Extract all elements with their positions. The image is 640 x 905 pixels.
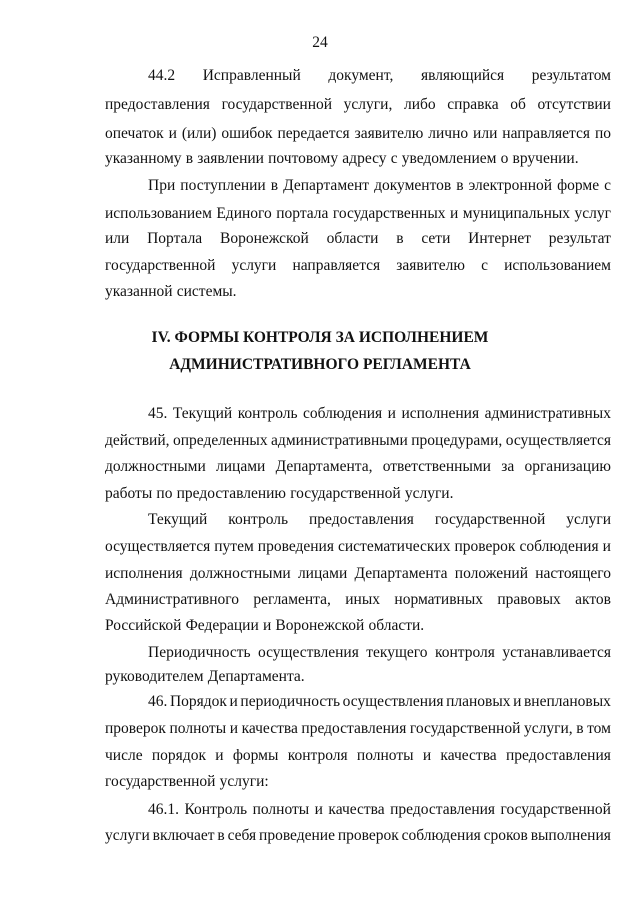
section-heading-line2: АДМИНИСТРАТИВНОГО РЕГЛАМЕНТА xyxy=(169,356,471,373)
text-line: опечаток и (или) ошибок передается заявителю лично или направляется по xyxy=(105,125,611,142)
text-line: должностными лицами Департамента, ответственными за организацию xyxy=(105,458,611,475)
text-line: государственной услуги: xyxy=(105,773,269,790)
section-heading-line1: IV. ФОРМЫ КОНТРОЛЯ ЗА ИСПОЛНЕНИЕМ xyxy=(151,329,489,346)
text-line: государственной услуги направляется заявителю с использованием xyxy=(105,257,611,274)
text-line: услуги включает в себя проведение проверок соблюдения сроков выполнения xyxy=(105,827,611,844)
text-line: Административного регламента, иных нормативных правовых актов xyxy=(105,591,611,608)
text-line: работы по предоставлению государственной услуги. xyxy=(105,485,454,502)
text-line: использованием Единого портала государственных и муниципальных услуг xyxy=(105,205,611,222)
text-line: действий, определенных административными процедурами, осуществляется xyxy=(105,432,611,449)
text-line: осуществляется путем проведения систематических проверок соблюдения и xyxy=(105,538,611,555)
text-line: указанной системы. xyxy=(105,283,237,300)
text-line: Периодичность осуществления текущего контроля устанавливается xyxy=(148,644,611,661)
text-line: 44.2 Исправленный документ, являющийся результатом xyxy=(148,67,611,84)
text-line: проверок полноты и качества предоставления государственной услуги, в том xyxy=(105,720,611,737)
text-line: или Портала Воронежской области в сети Интернет результат xyxy=(105,230,611,247)
text-line: 46.1. Контроль полноты и качества предоставления государственной xyxy=(148,801,611,818)
text-line: числе порядок и формы контроля полноты и качества предоставления xyxy=(105,747,611,764)
text-line: исполнения должностными лицами Департамента положений настоящего xyxy=(105,565,611,582)
text-line: Российской Федерации и Воронежской области. xyxy=(105,617,425,634)
page-number: 24 xyxy=(312,34,328,51)
text-line: 46. Порядок и периодичность осуществления плановых и внеплановых xyxy=(148,693,611,710)
text-line: Текущий контроль предоставления государственной услуги xyxy=(148,511,611,528)
text-line: руководителем Департамента. xyxy=(105,668,305,685)
text-line: указанному в заявлении почтовому адресу с уведомлением о вручении. xyxy=(105,150,579,167)
text-line: При поступлении в Департамент документов в электронной форме с xyxy=(148,177,611,194)
text-line: 45. Текущий контроль соблюдения и исполнения административных xyxy=(148,405,611,422)
text-line: предоставления государственной услуги, либо справка об отсутствии xyxy=(105,96,611,113)
